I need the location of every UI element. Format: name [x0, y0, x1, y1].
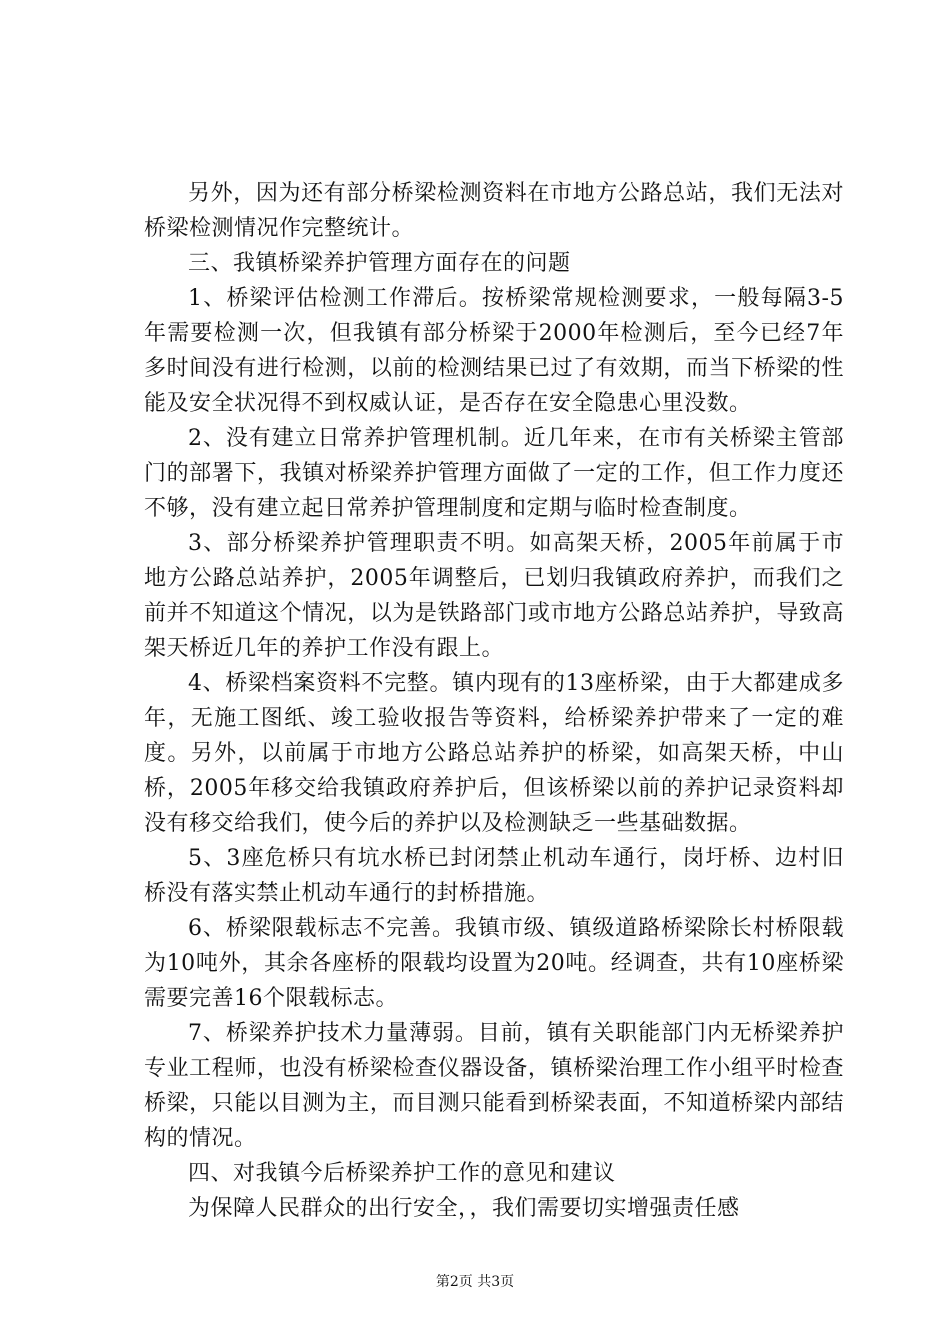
page-number-label: 第2页 共3页 — [435, 1274, 515, 1290]
paragraph-intro-note: 另外，因为还有部分桥梁检测资料在市地方公路总站，我们无法对桥梁检测情况作完整统计。 — [144, 181, 844, 241]
paragraph-problem-1: 1、桥梁评估检测工作滞后。按桥梁常规检测要求，一般每隔3-5年需要检测一次，但我镇有部分桥梁于2000年检测后，至今已经7年多时间没有进行检测，以前的检测结果已过了有效期，而当下桥梁的性能及安全状况得不到权威认证，是否存在安全隐患心里没数。 — [144, 286, 844, 416]
paragraph-problem-5: 5、3座危桥只有坑水桥已封闭禁止机动车通行，岗圩桥、边村旧桥没有落实禁止机动车通行的封桥措施。 — [144, 846, 844, 906]
paragraph-problem-2: 2、没有建立日常养护管理机制。近几年来，在市有关桥梁主管部门的部署下，我镇对桥梁养护管理方面做了一定的工作，但工作力度还不够，没有建立起日常养护管理制度和定期与临时检查制度。 — [144, 426, 844, 521]
paragraph-problem-3: 3、部分桥梁养护管理职责不明。如高架天桥，2005年前属于市地方公路总站养护，2005年调整后，已划归我镇政府养护，而我们之前并不知道这个情况，以为是铁路部门或市地方公路总站养护，导致高架天桥近几年的养护工作没有跟上。 — [144, 531, 844, 661]
paragraph-problem-6: 6、桥梁限载标志不完善。我镇市级、镇级道路桥梁除长村桥限载为10吨外，其余各座桥的限载均设置为20吨。经调查，共有10座桥梁需要完善16个限载标志。 — [144, 916, 844, 1011]
section-heading-suggestions: 四、对我镇今后桥梁养护工作的意见和建议 — [188, 1161, 616, 1186]
paragraph-suggestion-start: 为保障人民群众的出行安全，，我们需要切实增强责任感 — [188, 1196, 740, 1221]
paragraph-problem-4: 4、桥梁档案资料不完整。镇内现有的13座桥梁，由于大都建成多年，无施工图纸、竣工验收报告等资料，给桥梁养护带来了一定的难度。另外，以前属于市地方公路总站养护的桥梁，如高架天桥，中山桥，2005年移交给我镇政府养护后，但该桥梁以前的养护记录资料却没有移交给我们，使今后的养护以及检测缺乏一些基础数据。 — [144, 671, 844, 836]
section-heading-problems: 三、我镇桥梁养护管理方面存在的问题 — [188, 251, 571, 276]
paragraph-problem-7: 7、桥梁养护技术力量薄弱。目前，镇有关职能部门内无桥梁养护专业工程师，也没有桥梁检查仪器设备，镇桥梁治理工作小组平时检查桥梁，只能以目测为主，而目测只能看到桥梁表面，不知道桥梁内部结构的情况。 — [144, 1021, 844, 1151]
document-body — [144, 176, 844, 1226]
page-footer — [0, 1272, 950, 1292]
